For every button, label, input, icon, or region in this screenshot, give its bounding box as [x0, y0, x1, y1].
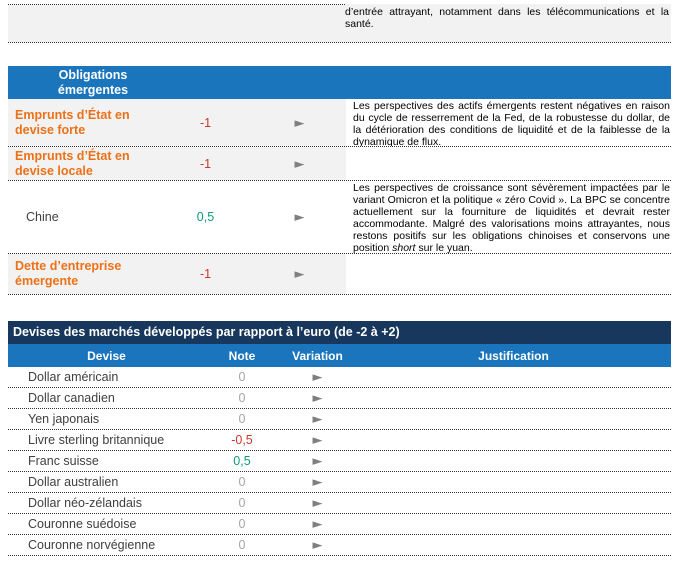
justification-part: Les perspectives de croissance sont sévèrement impactées par le variant Omicron et la politique « zéro Covid ». La BPC se concentre actuellement sur la fourniture de liquidités et devrait rester accommodante. Malgré des valorisations moins attrayantes, nous restons positifs sur les obligations chinoises et conservons une position: [353, 182, 670, 253]
currency-name: Franc suisse: [28, 454, 99, 468]
right-arrow-icon: ►: [312, 474, 323, 490]
asset-label: Emprunts d’État en devise locale: [15, 148, 130, 178]
table-row: [8, 388, 671, 409]
currency-note: 0: [238, 517, 246, 531]
table-row: [8, 535, 671, 556]
right-arrow-icon: ►: [294, 156, 305, 172]
currency-name: Yen japonais: [28, 412, 100, 426]
table-row: [8, 514, 671, 535]
right-arrow-icon: ►: [312, 432, 323, 448]
right-arrow-icon: ►: [312, 537, 323, 553]
variation-cell: [279, 433, 356, 448]
currency-name: Dollar australien: [28, 475, 119, 489]
asset-note: 0,5: [196, 210, 215, 224]
currency-note: 0: [238, 496, 246, 510]
currency-note: -0,5: [231, 433, 253, 447]
currency-note: 0: [238, 475, 246, 489]
table-row: [8, 493, 671, 514]
currency-note: 0: [238, 538, 246, 552]
right-arrow-icon: ►: [312, 495, 323, 511]
variation-cell: [279, 475, 356, 490]
devises-table-title: Devises des marchés développés par rapport à l’euro (de -2 à +2): [8, 321, 671, 344]
section-title: Obligations émergentes: [57, 67, 129, 97]
column-header-devise: Devise: [87, 348, 126, 363]
asset-note: -1: [199, 156, 212, 171]
justification-part: sur le yuan.: [415, 242, 473, 253]
table-row: [8, 472, 671, 493]
justification-text: [346, 181, 671, 253]
column-header-justification: Justification: [478, 348, 549, 363]
justification-text: Les perspectives des actifs émergents restent négatives en raison du cycle de resserrement de la Fed, de la robustesse du dollar, de la détérioration des conditions de liquidité et de la faiblesse de la dynamique de flux.: [353, 100, 670, 146]
variation-cell: [279, 517, 356, 532]
right-arrow-icon: ►: [312, 516, 323, 532]
right-arrow-icon: ►: [294, 115, 305, 131]
variation-cell: [253, 208, 346, 226]
table-row: [8, 451, 671, 472]
asset-label: Chine: [26, 209, 59, 224]
right-arrow-icon: ►: [312, 369, 323, 385]
top-note-text: d’entrée attrayant, notamment dans les télécommunications et la santé.: [345, 6, 669, 30]
page-content: [8, 4, 671, 556]
currency-note: 0: [238, 370, 246, 384]
section-header-obligations-emergentes: [8, 66, 671, 99]
currency-note: 0: [238, 412, 246, 426]
variation-cell: [253, 155, 346, 173]
table-row: [8, 367, 671, 388]
variation-cell: [253, 114, 346, 132]
asset-note: -1: [199, 115, 212, 130]
table-row: [8, 147, 671, 181]
currency-note: 0,5: [233, 454, 251, 468]
right-arrow-icon: ►: [312, 390, 323, 406]
currency-name: Couronne norvégienne: [28, 538, 156, 552]
currency-name: Couronne suédoise: [28, 517, 137, 531]
currency-name: Dollar néo-zélandais: [28, 496, 142, 510]
currency-name: Livre sterling britannique: [28, 433, 165, 447]
table-row: [8, 409, 671, 430]
variation-cell: [279, 496, 356, 511]
variation-cell: [279, 391, 356, 406]
table-row: [8, 181, 671, 254]
asset-label: Dette d’entreprise émergente: [15, 259, 122, 288]
right-arrow-icon: ►: [294, 267, 305, 282]
table-row: [8, 430, 671, 451]
right-arrow-icon: ►: [294, 210, 305, 225]
row-left-cells: [8, 147, 346, 180]
row-left-cells: [8, 99, 346, 146]
currency-name: Dollar canadien: [28, 391, 115, 405]
asset-note: -1: [199, 267, 212, 281]
table-row: [8, 254, 671, 295]
currency-name: Dollar américain: [28, 370, 119, 384]
variation-cell: [279, 370, 356, 385]
row-left-cells: [8, 254, 346, 294]
variation-cell: [279, 412, 356, 427]
top-note-left-cell: [8, 4, 345, 42]
variation-cell: [279, 454, 356, 469]
right-arrow-icon: ►: [312, 411, 323, 427]
variation-cell: [253, 265, 346, 283]
justification-text: [346, 147, 671, 180]
column-header-variation: Variation: [292, 348, 343, 363]
right-arrow-icon: ►: [312, 453, 323, 469]
justification-text: [346, 254, 671, 294]
currency-note: 0: [238, 391, 246, 405]
row-left-cells: [8, 181, 346, 253]
devises-column-headers: [8, 344, 671, 367]
justification-italic-part: short: [392, 242, 416, 253]
asset-label: Emprunts d’État en devise forte: [15, 107, 130, 137]
variation-cell: [279, 538, 356, 553]
top-note-row: [8, 4, 671, 43]
table-row: [8, 99, 671, 147]
column-header-note: Note: [228, 348, 256, 363]
